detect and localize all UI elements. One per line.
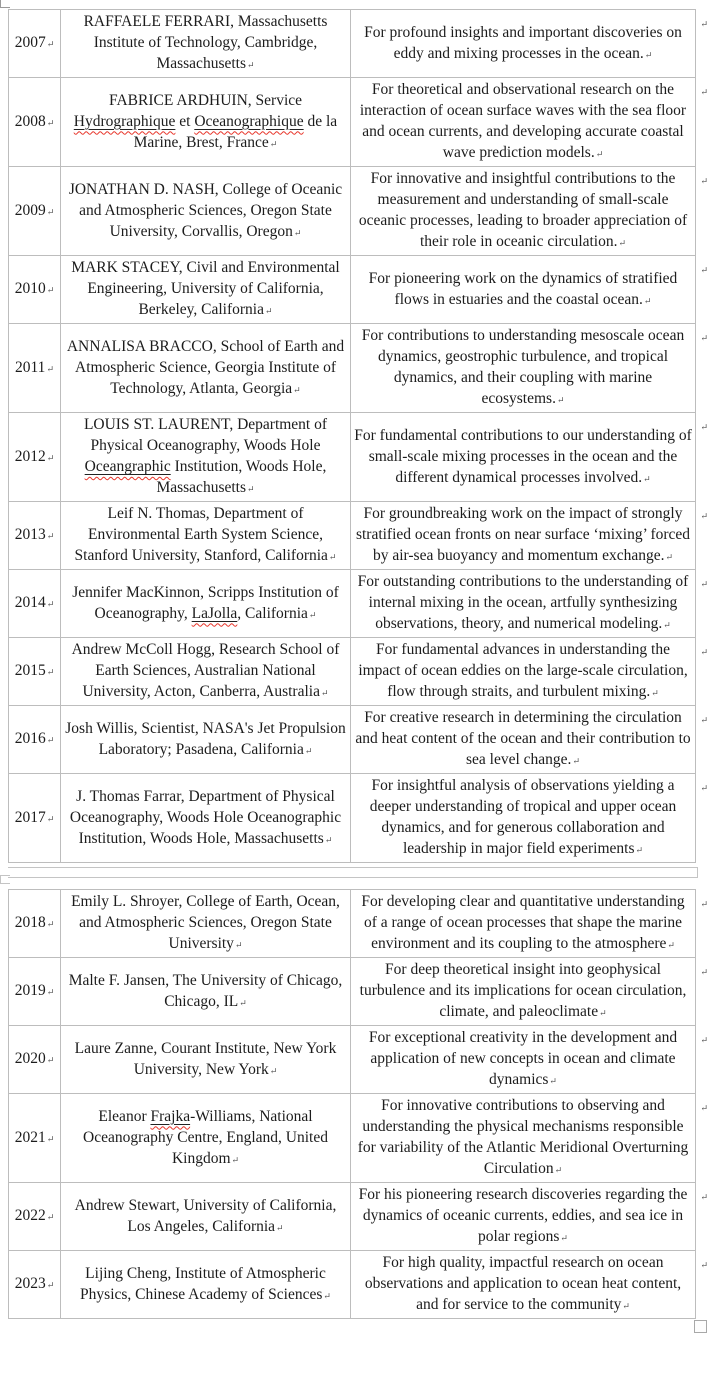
end-of-cell-mark: ↵ — [46, 987, 55, 997]
year-text: 2017 — [14, 808, 46, 826]
end-of-cell-mark: ↵ — [665, 552, 674, 562]
recipient-text: Malte F. Jansen, The University of Chicago, Chicago, IL — [68, 971, 343, 1010]
table-row — [9, 1251, 696, 1319]
year-text: 2021 — [14, 1128, 46, 1146]
table-row — [9, 324, 696, 413]
recipient-cell[interactable] — [61, 1251, 351, 1319]
page-break-step — [0, 875, 10, 884]
end-of-cell-mark: ↵ — [549, 1076, 557, 1086]
misspelled-word: Frajka — [150, 1107, 191, 1125]
year-text: 2007 — [14, 34, 46, 51]
end-of-cell-mark: ↵ — [556, 395, 565, 405]
recipient-text: ANNALISA BRACCO, School of Earth and Atmospheric Science, Georgia Institute of Technology, Atlanta, Georgia — [66, 337, 345, 397]
recipient-text: RAFFAELE FERRARI, Massachusetts Institute of Technology, Cambridge, Massachusetts — [83, 13, 328, 72]
recipient-text: MARK STACEY, Civil and Environmental Engineering, University of California, Berkeley, California — [71, 259, 340, 318]
citation-text: For high quality, impactful research on ocean observations and application to ocean heat content, and for service to the community — [364, 1254, 682, 1313]
table-row — [9, 502, 696, 570]
table-row — [9, 890, 696, 958]
end-of-cell-mark: ↵ — [293, 384, 301, 395]
recipient-cell[interactable] — [61, 570, 351, 638]
year-cell[interactable] — [9, 78, 61, 167]
end-of-cell-mark: ↵ — [269, 1065, 278, 1076]
year-text: 2008 — [14, 112, 46, 130]
recipient-cell[interactable] — [61, 502, 351, 570]
table-row — [9, 1026, 696, 1094]
end-of-cell-mark: ↵ — [46, 599, 55, 609]
year-text: 2022 — [14, 1207, 46, 1224]
citation-text: For his pioneering research discoveries regarding the dynamics of oceanic currents, eddies, and sea ice in polar regions — [358, 1186, 688, 1245]
citation-cell[interactable] — [351, 890, 708, 958]
end-of-cell-mark: ↵ — [328, 552, 337, 562]
citation-cell[interactable] — [351, 570, 708, 638]
citation-text: For groundbreaking work on the impact of strongly stratified ocean fronts on near surface ‘mixing’ forced by air-sea buoyancy and momentum exchange. — [355, 505, 691, 564]
year-text: 2012 — [14, 447, 46, 465]
citation-text: For outstanding contributions to the understanding of internal mixing in the ocean, artfully synthesizing observations, theory, and numerical modeling. — [357, 573, 689, 632]
citation-text: For profound insights and important discoveries on eddy and mixing processes in the ocean. — [364, 23, 682, 62]
year-cell[interactable] — [9, 958, 61, 1026]
end-of-cell-mark: ↵ — [46, 1133, 55, 1144]
year-text: 2009 — [14, 201, 46, 219]
recipient-text: J. Thomas Farrar, Department of Physical Oceanography, Woods Hole Oceanographic Institution, Woods Hole, Massachusetts — [69, 787, 342, 847]
recipient-text: JONATHAN D. NASH, College of Oceanic and Atmospheric Sciences, Oregon State University, Corvallis, Oregon — [68, 180, 343, 240]
end-of-row-mark: ↵ — [700, 715, 708, 725]
end-of-row-mark: ↵ — [700, 511, 708, 521]
end-of-cell-mark: ↵ — [667, 940, 675, 950]
citation-text: For innovative contributions to observing and understanding the physical mechanisms responsible for variability of the Atlantic Meridional Overturning Circulation — [357, 1097, 689, 1177]
table-row — [9, 1094, 696, 1183]
citation-text: For insightful analysis of observations yielding a deeper understanding of tropical and upper ocean dynamics, and for generous collaboration and leadership in major field experiments — [369, 777, 677, 857]
year-cell[interactable] — [9, 1251, 61, 1319]
awards-table-page-2 — [8, 889, 708, 1319]
recipient-cell[interactable] — [61, 1094, 351, 1183]
citation-cell[interactable] — [351, 167, 708, 256]
year-cell[interactable] — [9, 502, 61, 570]
year-cell[interactable] — [9, 774, 61, 863]
table-anchor-mark — [0, 0, 10, 8]
recipient-text: Andrew McColl Hogg, Research School of Earth Sciences, Australian National University, Acton, Canberra, Australia — [71, 641, 340, 700]
recipient-cell[interactable] — [61, 958, 351, 1026]
citation-cell[interactable] — [351, 10, 708, 78]
end-of-row-mark: ↵ — [700, 647, 708, 657]
recipient-cell[interactable] — [61, 256, 351, 324]
end-of-row-mark: ↵ — [700, 1192, 708, 1202]
table-row — [9, 256, 696, 324]
year-text: 2020 — [14, 1050, 46, 1067]
end-of-cell-mark: ↵ — [264, 306, 273, 316]
recipient-cell[interactable] — [61, 10, 351, 78]
end-of-cell-mark: ↵ — [276, 1222, 284, 1233]
recipient-text: FABRICE ARDHUIN, Service Hydrographique et Oceanographique de la Marine, Brest, France — [73, 91, 338, 151]
recipient-cell[interactable] — [61, 324, 351, 413]
year-cell[interactable] — [9, 167, 61, 256]
end-of-row-mark: ↵ — [700, 333, 708, 343]
end-of-cell-mark: ↵ — [635, 845, 644, 855]
year-cell[interactable] — [9, 1026, 61, 1094]
citation-cell[interactable] — [351, 774, 708, 863]
end-of-cell-mark: ↵ — [46, 531, 55, 541]
recipient-cell[interactable] — [61, 774, 351, 863]
citation-text: For creative research in determining the circulation and heat content of the ocean and their contribution to sea level change. — [355, 709, 691, 768]
citation-cell[interactable] — [351, 1251, 708, 1319]
end-of-cell-mark: ↵ — [247, 484, 255, 494]
recipient-cell[interactable] — [61, 706, 351, 774]
year-cell[interactable] — [9, 890, 61, 958]
end-of-cell-mark: ↵ — [554, 1165, 563, 1175]
table-row — [9, 413, 696, 502]
citation-cell[interactable] — [351, 1183, 708, 1251]
recipient-text: LOUIS ST. LAURENT, Department of Physical Oceanography, Woods Hole Oceangraphic Institution, Woods Hole, Massachusetts — [83, 416, 328, 496]
year-cell[interactable] — [9, 256, 61, 324]
year-text: 2023 — [14, 1275, 46, 1292]
end-of-row-mark: ↵ — [700, 176, 708, 186]
misspelled-word: Hydrographique — [73, 112, 176, 130]
end-of-cell-mark: ↵ — [622, 1301, 630, 1311]
end-of-row-mark: ↵ — [700, 265, 708, 275]
table-row — [9, 774, 696, 863]
citation-text: For theoretical and observational research on the interaction of ocean surface waves with the sea floor and ocean currents, and developing accurate coastal wave prediction models. — [359, 81, 687, 161]
citation-cell[interactable] — [351, 413, 708, 502]
citation-cell[interactable] — [351, 78, 708, 167]
citation-cell[interactable] — [351, 1094, 708, 1183]
table-row — [9, 570, 696, 638]
end-of-row-mark: ↵ — [700, 87, 708, 97]
year-text: 2010 — [14, 280, 46, 297]
end-of-cell-mark: ↵ — [320, 688, 329, 698]
recipient-cell[interactable] — [61, 1026, 351, 1094]
end-of-cell-mark: ↵ — [324, 834, 333, 845]
end-of-row-mark: ↵ — [700, 1103, 708, 1113]
end-of-row-mark: ↵ — [700, 422, 708, 432]
recipient-text: Jennifer MacKinnon, Scripps Institution of Oceanography, LaJolla, California — [72, 583, 339, 622]
end-of-row-mark: ↵ — [700, 1035, 708, 1045]
table-row — [9, 706, 696, 774]
year-cell[interactable] — [9, 570, 61, 638]
recipient-text: Emily L. Shroyer, College of Earth, Ocean, and Atmospheric Sciences, Oregon State University — [71, 893, 340, 952]
citation-text: For contributions to understanding mesoscale ocean dynamics, geostrophic turbulence, and tropical dynamics, and their coupling with marine ecosystems. — [361, 327, 685, 407]
year-text: 2014 — [14, 594, 46, 611]
year-text: 2013 — [14, 526, 46, 543]
end-of-cell-mark: ↵ — [46, 1280, 55, 1290]
end-of-cell-mark: ↵ — [231, 1154, 240, 1165]
year-cell[interactable] — [9, 324, 61, 413]
citation-text: For developing clear and quantitative understanding of a range of ocean processes that shape the marine environment and its coupling to the atmosphere — [361, 893, 685, 952]
misspelled-word: LaJolla — [191, 604, 238, 622]
citation-text: For pioneering work on the dynamics of stratified flows in estuaries and the coastal ocean. — [368, 269, 678, 308]
end-of-cell-mark: ↵ — [46, 363, 54, 374]
end-of-cell-mark: ↵ — [643, 295, 652, 306]
end-of-cell-mark: ↵ — [46, 813, 55, 824]
citation-text: For fundamental advances in understanding the impact of ocean eddies on the large-scale circulation, flow through straits, and turbulent mixing. — [358, 641, 688, 700]
end-of-row-mark: ↵ — [700, 1260, 708, 1270]
end-of-cell-mark: ↵ — [304, 745, 313, 756]
end-of-cell-mark: ↵ — [643, 473, 651, 484]
end-of-cell-mark: ↵ — [560, 1233, 568, 1243]
year-text: 2015 — [14, 662, 46, 679]
table-row — [9, 1183, 696, 1251]
end-of-cell-mark: ↵ — [599, 1008, 607, 1018]
year-text: 2011 — [15, 358, 46, 376]
recipient-cell[interactable] — [61, 167, 351, 256]
year-cell[interactable] — [9, 413, 61, 502]
document-page — [8, 9, 708, 1319]
recipient-text: Eleanor Frajka-Williams, National Oceanography Centre, England, United Kingdom — [83, 1107, 328, 1167]
end-of-cell-mark: ↵ — [293, 227, 302, 238]
year-cell[interactable] — [9, 638, 61, 706]
end-of-row-mark: ↵ — [700, 19, 708, 29]
misspelled-word: Oceanographique — [194, 112, 304, 130]
citation-cell[interactable] — [351, 706, 708, 774]
end-of-cell-mark: ↵ — [46, 735, 55, 745]
year-text: 2016 — [14, 730, 46, 747]
end-of-cell-mark: ↵ — [46, 452, 55, 463]
citation-cell[interactable] — [351, 1026, 708, 1094]
end-of-cell-mark: ↵ — [618, 238, 627, 248]
recipient-text: Laure Zanne, Courant Institute, New York University, New York — [74, 1039, 337, 1078]
end-of-row-mark: ↵ — [700, 967, 708, 977]
citation-text: For innovative and insightful contributions to the measurement and understanding of small-scale oceanic processes, leading to broader appreciation of their role in oceanic circulation. — [358, 170, 688, 250]
citation-cell[interactable] — [351, 324, 708, 413]
end-of-cell-mark: ↵ — [651, 688, 659, 698]
end-of-cell-mark: ↵ — [308, 609, 317, 620]
citation-cell[interactable] — [351, 958, 708, 1026]
end-of-cell-mark: ↵ — [323, 1290, 331, 1301]
year-cell[interactable] — [9, 706, 61, 774]
citation-cell[interactable] — [351, 638, 708, 706]
end-of-row-mark: ↵ — [700, 783, 708, 793]
recipient-text: Josh Willis, Scientist, NASA's Jet Propulsion Laboratory; Pasadena, California — [65, 719, 346, 758]
end-of-cell-mark: ↵ — [572, 756, 580, 766]
recipient-text: Lijing Cheng, Institute of Atmospheric Physics, Chinese Academy of Sciences — [80, 1264, 326, 1303]
table-row — [9, 167, 696, 256]
year-cell[interactable] — [9, 10, 61, 78]
end-of-cell-mark: ↵ — [46, 285, 55, 295]
end-of-cell-mark: ↵ — [46, 206, 55, 217]
end-of-cell-mark: ↵ — [269, 138, 278, 149]
citation-text: For fundamental contributions to our understanding of small-scale mixing processes in the ocean and the different dynamical processes involved. — [354, 426, 692, 486]
end-of-cell-mark: ↵ — [239, 997, 247, 1008]
end-of-row-mark: ↵ — [700, 579, 708, 589]
citation-cell[interactable] — [351, 502, 708, 570]
table-row — [9, 78, 696, 167]
end-of-cell-mark: ↵ — [663, 620, 671, 630]
page-break-band — [8, 867, 698, 878]
recipient-cell[interactable] — [61, 890, 351, 958]
citation-text: For exceptional creativity in the development and application of new concepts in ocean and climate dynamics — [368, 1029, 678, 1088]
end-of-cell-mark: ↵ — [46, 919, 55, 929]
table-resize-handle[interactable] — [694, 1320, 707, 1333]
recipient-cell[interactable] — [61, 638, 351, 706]
end-of-cell-mark: ↵ — [595, 149, 604, 159]
misspelled-word: Oceangraphic — [84, 458, 171, 475]
end-of-cell-mark: ↵ — [46, 39, 55, 49]
recipient-cell[interactable] — [61, 1183, 351, 1251]
end-of-cell-mark: ↵ — [644, 49, 653, 60]
awards-table-page-1 — [8, 9, 708, 863]
year-cell[interactable] — [9, 1183, 61, 1251]
end-of-cell-mark: ↵ — [46, 1055, 55, 1065]
end-of-cell-mark: ↵ — [247, 60, 255, 70]
year-text: 2018 — [14, 914, 46, 931]
recipient-cell[interactable] — [61, 78, 351, 167]
end-of-cell-mark: ↵ — [46, 1212, 55, 1222]
citation-text: For deep theoretical insight into geophysical turbulence and its implications for ocean circulation, climate, and paleoclimate — [359, 961, 687, 1020]
year-text: 2019 — [14, 982, 46, 999]
table-row — [9, 10, 696, 78]
table-row — [9, 638, 696, 706]
year-cell[interactable] — [9, 1094, 61, 1183]
end-of-row-mark: ↵ — [700, 899, 708, 909]
citation-cell[interactable] — [351, 256, 708, 324]
end-of-cell-mark: ↵ — [234, 940, 243, 950]
end-of-cell-mark: ↵ — [46, 117, 55, 128]
recipient-text: Andrew Stewart, University of California, Los Angeles, California — [74, 1196, 337, 1235]
recipient-text: Leif N. Thomas, Department of Environmental Earth System Science, Stanford University, Stanford, California — [74, 505, 328, 564]
recipient-cell[interactable] — [61, 413, 351, 502]
end-of-cell-mark: ↵ — [46, 667, 55, 677]
table-row — [9, 958, 696, 1026]
